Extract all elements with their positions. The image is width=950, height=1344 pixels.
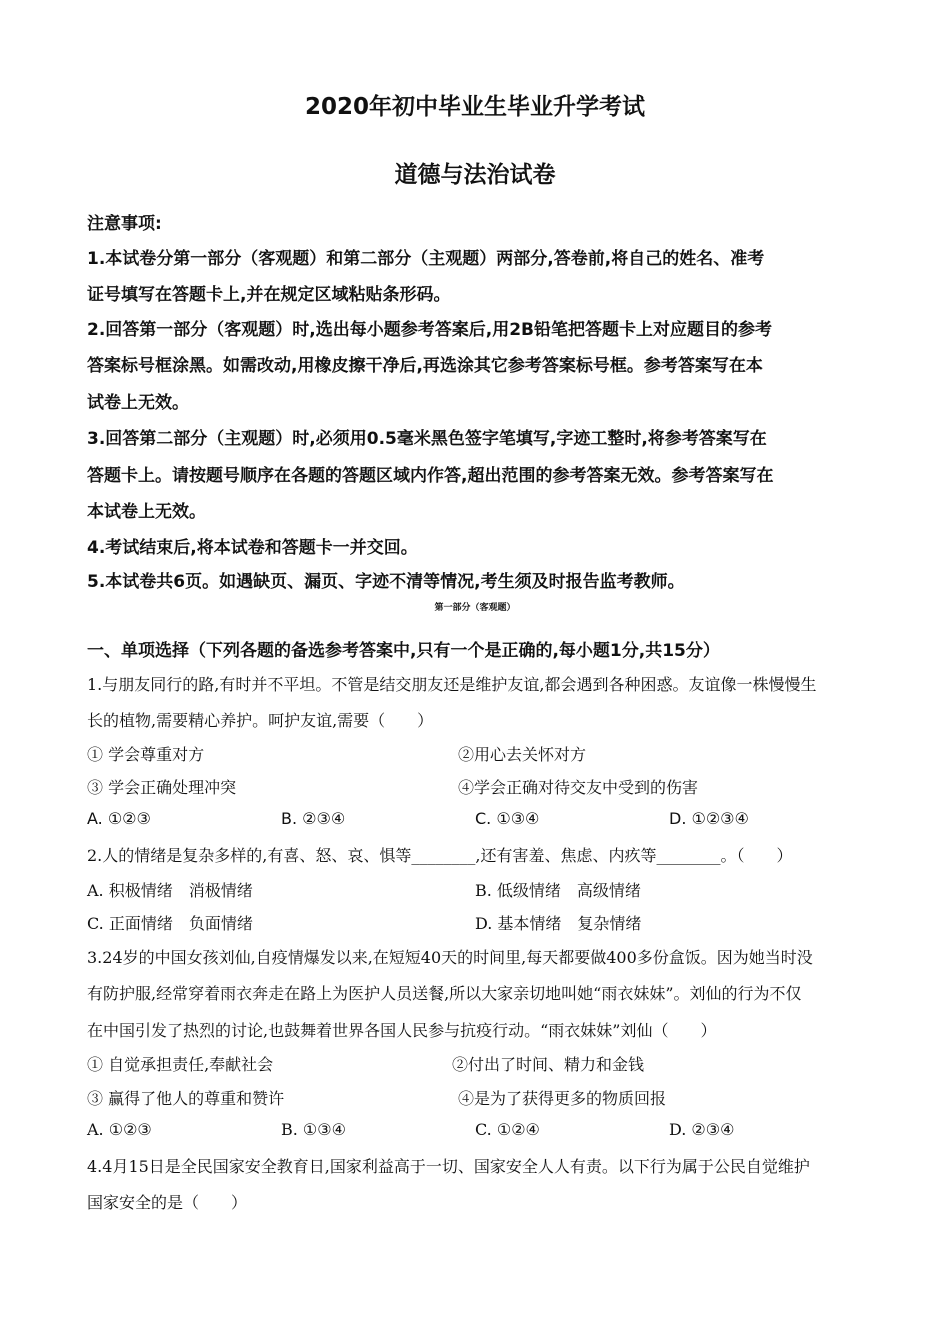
- notice-line: 1.本试卷分第一部分（客观题）和第二部分（主观题）两部分,答卷前,将自己的姓名、准考: [87, 249, 765, 269]
- question-text: 长的植物,需要精心养护。呵护友谊,需要（ ）: [87, 711, 434, 730]
- question-text: 4.4月15日是全民国家安全教育日,国家利益高于一切、国家安全人人有责。以下行为属于公民自觉维护: [87, 1157, 810, 1176]
- notice-heading: 注意事项:: [87, 214, 162, 234]
- answer-choice: A. ①②③: [87, 1120, 152, 1139]
- answer-choice: B. ②③④: [281, 809, 346, 828]
- answer-choice: B. ①③④: [281, 1120, 346, 1139]
- statement-item: ②付出了时间、精力和金钱: [452, 1055, 645, 1074]
- question-text: 在中国引发了热烈的讨论,也鼓舞着世界各国人民参与抗疫行动。“雨衣妹妹”刘仙（ ）: [87, 1021, 717, 1040]
- notice-line: 答题卡上。请按题号顺序在各题的答题区域内作答,超出范围的参考答案无效。参考答案写在: [87, 466, 774, 486]
- statement-item: ③ 赢得了他人的尊重和赞许: [87, 1089, 285, 1108]
- answer-choice: D. ②③④: [669, 1120, 735, 1139]
- notice-line: 试卷上无效。: [87, 393, 189, 413]
- page-subtitle: 道德与法治试卷: [394, 162, 556, 188]
- question-text: 有防护服,经常穿着雨衣奔走在路上为医护人员送餐,所以大家亲切地叫她“雨衣妹妹”。刘仙的行为不仅: [87, 984, 802, 1003]
- answer-choice: C. 正面情绪 负面情绪: [87, 914, 253, 933]
- part-heading: 第一部分（客观题）: [434, 603, 516, 613]
- statement-item: ③ 学会正确处理冲突: [87, 778, 237, 797]
- question-text: 3.24岁的中国女孩刘仙,自疫情爆发以来,在短短40天的时间里,每天都要做400多份盒饭。因为她当时没: [87, 948, 813, 967]
- answer-choice: A. ①②③: [87, 809, 151, 828]
- statement-item: ① 自觉承担责任,奉献社会: [87, 1055, 274, 1074]
- notice-line: 答案标号框涂黑。如需改动,用橡皮擦干净后,再选涂其它参考答案标号框。参考答案写在本: [87, 356, 763, 376]
- answer-choice: D. ①②③④: [669, 809, 749, 828]
- statement-item: ④学会正确对待交友中受到的伤害: [458, 778, 699, 797]
- page-title: 2020年初中毕业生毕业升学考试: [304, 94, 645, 120]
- answer-choice: C. ①②④: [475, 1120, 540, 1139]
- notice-line: 4.考试结束后,将本试卷和答题卡一并交回。: [87, 538, 418, 558]
- answer-choice: A. 积极情绪 消极情绪: [87, 881, 253, 900]
- statement-item: ① 学会尊重对方: [87, 745, 205, 764]
- question-text: 国家安全的是（ ）: [87, 1193, 248, 1212]
- notice-line: 证号填写在答题卡上,并在规定区域粘贴条形码。: [87, 285, 451, 305]
- notice-line: 5.本试卷共6页。如遇缺页、漏页、字迹不清等情况,考生须及时报告监考教师。: [87, 572, 685, 592]
- notice-line: 本试卷上无效。: [87, 502, 206, 522]
- answer-choice: C. ①③④: [475, 809, 540, 828]
- section-heading: 一、单项选择（下列各题的备选参考答案中,只有一个是正确的,每小题1分,共15分）: [87, 641, 720, 661]
- statement-item: ④是为了获得更多的物质回报: [458, 1089, 667, 1108]
- statement-item: ②用心去关怀对方: [458, 745, 587, 764]
- notice-line: 2.回答第一部分（客观题）时,选出每小题参考答案后,用2B铅笔把答题卡上对应题目的参考: [87, 320, 772, 340]
- answer-choice: D. 基本情绪 复杂情绪: [475, 914, 642, 933]
- notice-line: 3.回答第二部分（主观题）时,必须用0.5毫米黑色签字笔填写,字迹工整时,将参考答案写在: [87, 429, 767, 449]
- answer-choice: B. 低级情绪 高级情绪: [475, 881, 641, 900]
- question-text: 2.人的情绪是复杂多样的,有喜、怒、哀、惧等________,还有害羞、焦虑、内疚等________。（ ）: [87, 846, 793, 865]
- question-text: 1.与朋友同行的路,有时并不平坦。不管是结交朋友还是维护友谊,都会遇到各种困惑。友谊像一株慢慢生: [87, 675, 817, 694]
